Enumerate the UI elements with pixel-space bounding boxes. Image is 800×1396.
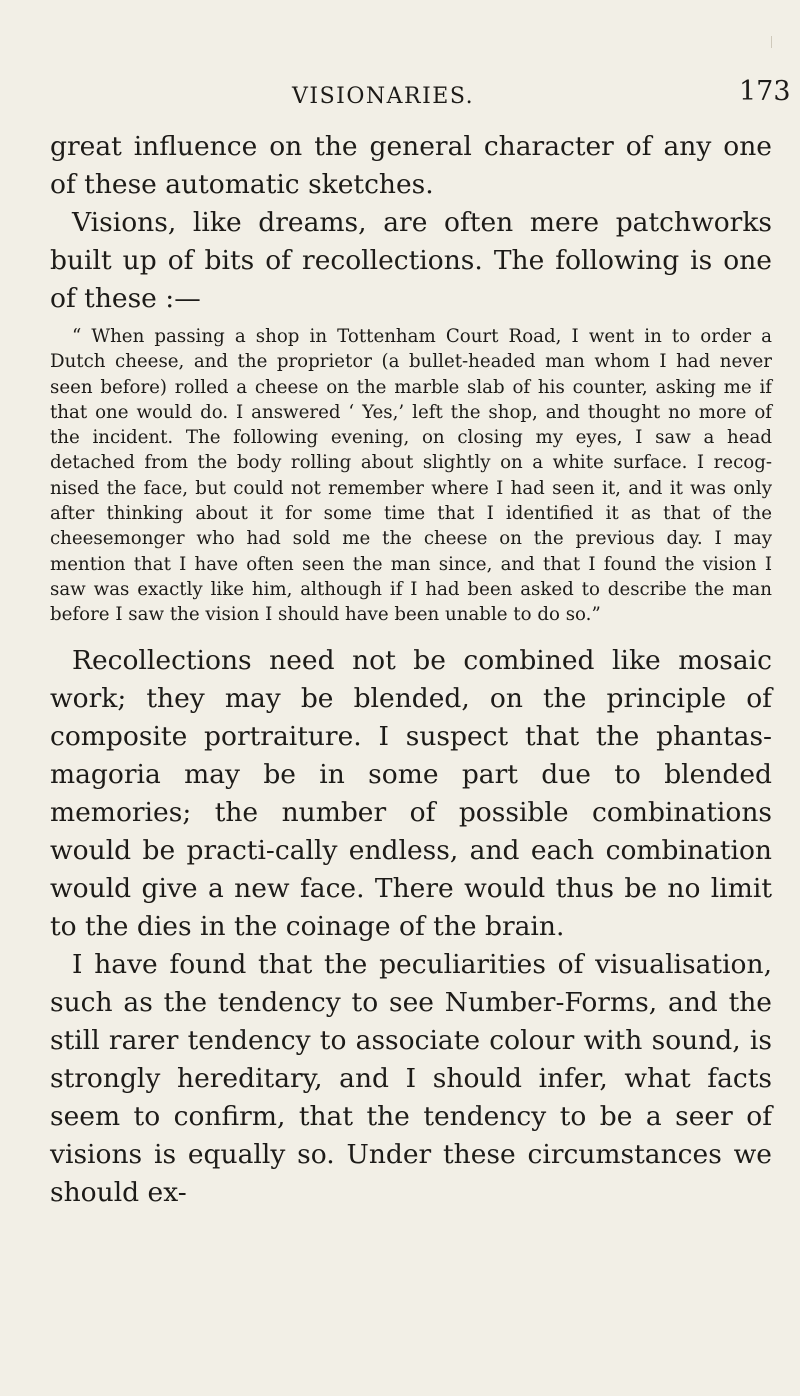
running-head: VISIONARIES. <box>292 84 475 109</box>
page-body <box>50 128 772 1212</box>
paragraph-heredity: I have found that the peculiarities of visualisation, such as the tendency to see Number-Forms, and the still rarer tendency to associate colour with sound, is strongly hereditary, and I should infer, what facts seem to confirm, that the tendency to be a seer of visions is equally so. Under these circumstances we should ex- <box>50 948 772 1208</box>
paragraph-continuation: great influence on the general character of any one of these automatic sketches. <box>50 131 772 200</box>
paragraph-visions: Visions, like dreams, are often mere patchworks built up of bits of recollections. The following is one of these :— <box>50 207 772 314</box>
paragraph-recollections: Recollections need not be combined like mosaic work; they may be blended, on the principle of composite portraiture. I suspect that the phantas-magoria may be in some part due to blended memories; the number of possible combinations would be practi-cally endless, and each combination would give a new face. There would thus be no limit to the dies in the coinage of the brain. <box>50 644 772 942</box>
margin-mark <box>771 36 772 48</box>
quoted-anecdote: “ When passing a shop in Tottenham Court Road, I went in to order a Dutch cheese, and the proprietor (a bullet-headed man whom I had never seen before) rolled a cheese on the marble slab of his counter, asking me if that one would do. I answered ‘ Yes,’ left the shop, and thought no more of the incident. The following evening, on closing my eyes, I saw a head detached from the body rolling about slightly on a white surface. I recog-nised the face, but could not remember where I had seen it, and it was only after thinking about it for some time that I identified it as that of the cheesemonger who had sold me the cheese on the previous day. I may mention that I have often seen the man since, and that I found the vision I saw was exactly like him, although if I had been asked to describe the man before I saw the vision I should have been unable to do so.” <box>50 326 772 626</box>
page-number: 173 <box>739 76 791 107</box>
page-header <box>0 76 800 116</box>
